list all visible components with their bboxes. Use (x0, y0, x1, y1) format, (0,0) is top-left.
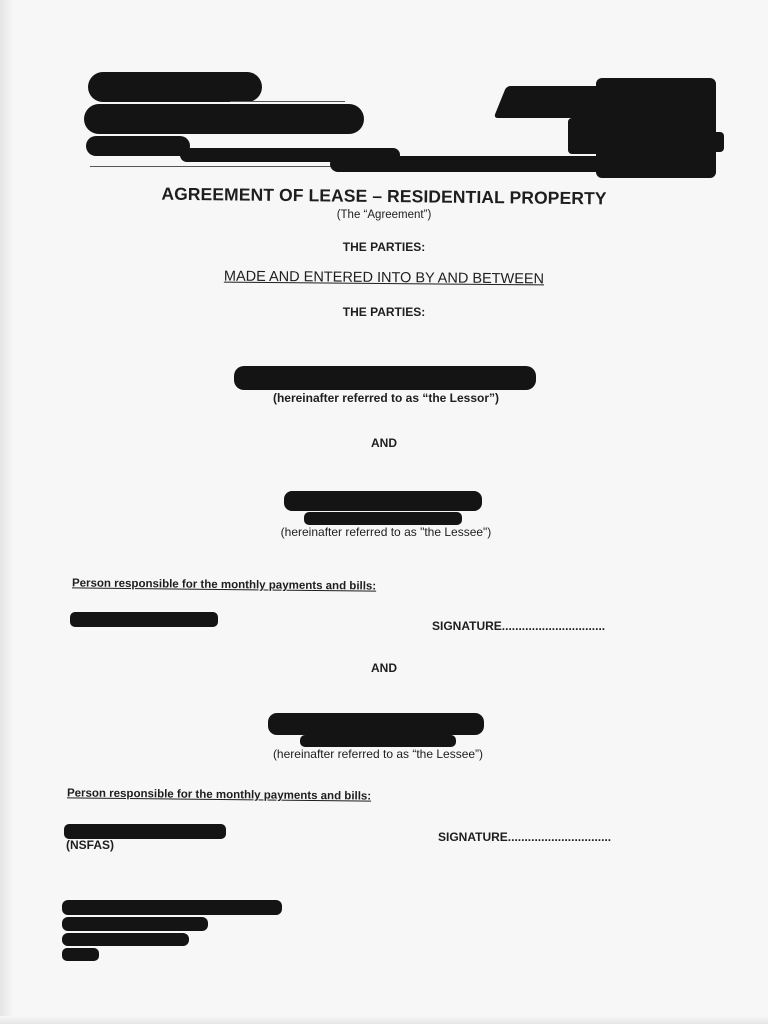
signature-line-2: SIGNATURE............................... (438, 830, 612, 844)
letterhead-rule-top (230, 101, 345, 102)
redaction-letterhead-left-1 (88, 72, 262, 102)
redaction-bottom-line-2 (62, 917, 208, 931)
and-separator-2: AND (371, 661, 397, 675)
redaction-letterhead-right-3 (568, 118, 628, 154)
redaction-letterhead-right-4 (700, 132, 724, 152)
person-responsible-label-2: Person responsible for the monthly payments and bills: (66, 787, 372, 803)
made-and-entered-heading: MADE AND ENTERED INTO BY AND BETWEEN (223, 268, 545, 288)
redaction-responsible-person-2 (64, 824, 226, 839)
redaction-responsible-person-1 (70, 612, 218, 627)
lessee-reference-1: (hereinafter referred to as "the Lessee") (280, 525, 492, 539)
redaction-lessee-1-name (284, 491, 482, 511)
scan-edge-shadow-bottom (0, 1016, 768, 1024)
scan-edge-shadow-left (0, 0, 14, 1024)
redaction-lessee-1-detail (304, 512, 462, 525)
parties-heading-second: THE PARTIES: (342, 305, 426, 319)
redaction-bottom-line-1 (62, 900, 282, 915)
lessee-reference-2: (hereinafter referred to as “the Lessee”) (272, 747, 484, 761)
lessor-reference: (hereinafter referred to as “the Lessor”) (272, 391, 500, 405)
redaction-lessor-name (234, 366, 536, 390)
redaction-bottom-line-4 (62, 948, 99, 961)
redaction-bottom-line-3 (62, 933, 189, 946)
redaction-letterhead-underline (330, 156, 710, 172)
signature-line-1: SIGNATURE............................... (432, 619, 606, 633)
document-title: AGREEMENT OF LEASE – RESIDENTIAL PROPERTY (161, 183, 607, 209)
redaction-letterhead-left-2 (84, 104, 364, 134)
redaction-letterhead-right-2 (494, 86, 617, 118)
nsfas-label: (NSFAS) (66, 838, 114, 852)
redaction-letterhead-left-3 (86, 136, 190, 156)
redaction-lessee-2-name (268, 713, 484, 735)
redaction-lessee-2-detail (300, 735, 456, 747)
parties-heading: THE PARTIES: (342, 240, 426, 254)
document-subtitle: (The “Agreement”) (336, 209, 432, 221)
and-separator-1: AND (371, 436, 397, 450)
person-responsible-label-1: Person responsible for the monthly payments and bills: (71, 577, 377, 593)
